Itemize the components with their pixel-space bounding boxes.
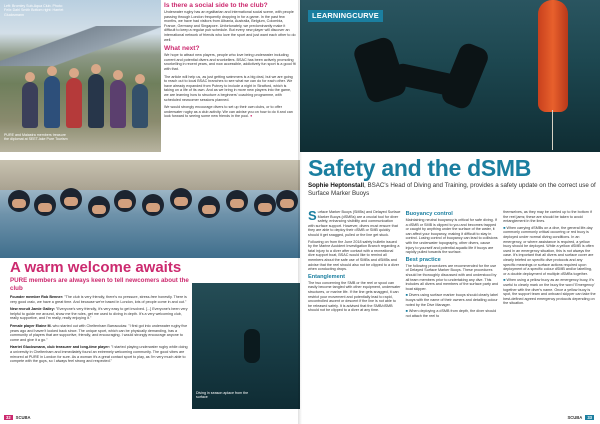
magazine-name: SCUBA (567, 415, 583, 420)
paragraph: The following procedures are recommended for the use of Delayed Surface Marker Buoys. These procedures should be thoroughly discussed with and understood by all team members prior to undertaking any dive. This includes all divers and members of the surface party and boat skipper. (405, 263, 499, 291)
bullet-icon: ■ (405, 309, 409, 314)
sidebar-body-next-3-text: We would strongly encourage divers to set up their own clubs, or to offer underwater rugby as a club activity. We can advise you on how to do it and can look forward to seeing some new friends in the pool. (164, 105, 293, 119)
underwater-photo (300, 0, 600, 152)
subheading-entanglement: Entanglement (308, 273, 345, 280)
drop-cap: S (308, 208, 317, 223)
quote-founder (10, 295, 190, 304)
article-dek (308, 182, 596, 198)
sidebar-body-social: Underwater rugby has an egalitarian and international social scene, with people passing through London frequently dropping in for a game. In the past few months, we have had visitors from Albania, Australia, Belgium, Colombia, France, Germany and Singapore. Unfortunately, we predominantly make it difficult to keep a regular pub schedule. But every new player will discover an international network of friends who love the sport and just want each other to do well. (164, 10, 296, 42)
quote-name: New recruit Jamie Gailey: (10, 307, 55, 312)
bullet-text: When using a yellow buoy as an emergency buoy, it's useful to clearly mark on the buoy the word 'Emergency' together with the diver's name. Once a yellow buoy is spot, the support team and onboard skipper can take the best-defined agreed emergency protocols depending on the situation. (503, 278, 596, 306)
bullet-icon: ■ (503, 278, 507, 283)
diver-photo (192, 283, 300, 409)
bullet-item (406, 309, 499, 318)
bullet-icon: ■ (405, 293, 409, 298)
magazine-name: SCUBA (15, 415, 31, 420)
page-number: 33 (587, 415, 592, 420)
sidebar-heading-next: What next? (164, 45, 200, 53)
author-name: Sophie Heptonstall (308, 182, 365, 189)
page-gutter (298, 0, 302, 424)
bullet-icon: ■ (503, 225, 507, 230)
welcome-subtitle: PURE members are always keen to tell newcomers about the club (10, 277, 189, 292)
quote-treasurer (10, 345, 190, 363)
bullet-item (406, 293, 499, 307)
paragraph: Maintaining neutral buoyancy is critical for safe diving. If a dSMB or SMB is clipped to you and becomes trapped or caught by anything under the surface of the water, it can affect your buoyancy, making it difficult to stay in control. Losing control of buoyancy can lead to collisions with the underwater topography, other divers, cause injury to yourself and potential aquatic life if buoys are rapidly pulled towards the surface. (405, 218, 498, 255)
quote-name: Female player Elaine M. (10, 323, 52, 328)
sidebar-heading-social: Is there a social side to the club? (164, 2, 268, 9)
right-footer (567, 415, 594, 420)
article-column-1 (308, 210, 401, 320)
article-title: Safety and the dSMB (308, 155, 532, 181)
section-tag: LEARNINGCURVE (308, 10, 383, 22)
pool-photo (0, 160, 300, 258)
article-column-3 (503, 210, 596, 320)
group-photo-caption: PURE and Maiastra members treasure the diplomat at SEET-lake Pure Tourism (4, 133, 68, 142)
bullet-text: When carrying dSMBs on a dive, the general life-day commonly commonly critical occurring or red buoy is deployed under normal diving conditions. In an emergency, or where assistance is required, a yellow buoy should be deployed. While a yellow dSMB is often used in an emergency situation, this is not always the case. It's important that all divers and surface cover are clearly briefed on specific dive protocols and any specific meanings or surface actions required upon deployment of a specific colour dSMB and/or labelling, or a double deployment of multiple dSMBs together. (503, 225, 594, 276)
quote-female-player (10, 324, 190, 342)
intro-paragraph (308, 210, 401, 238)
article-columns (308, 210, 596, 320)
dsmb-buoy (538, 0, 568, 112)
sidebar-body-next-1: We hope to attract new players, people who love being underwater including current and potential divers and snorkellers. BSAC has been actively promoting snorkelling in recent years, and now accessible, addictively fun sport is a good fit with that. (164, 53, 296, 71)
quote-text: "The club is very friendly, there's no pressure, stress-free honestly. There is very good craic, we have a great time. And because we're based in London, lots of people come in and out." (10, 295, 187, 304)
sidebar-body-next-2: The article will help us, as just getting swimmers is a big deal, but we are going to reach out to local BSAC branches to see what we can do for each other. We have already expanded from Putney to include a night in Stratford, which is taking on a life of its own. And as we bring in more new players into the game, we are learning how to structure a beginners' coaching programme, with scheduled newcomer sessions planned. (164, 74, 293, 102)
paragraph: Following on from the June 2018 safety bulletin issued by the Marine Accident Investigation Branch regarding a fatal injury to a diver after contact with a recreational dive support boat, BSAC would like to remind all members about the safe use of SMBs and dSMBs and advise that the reel should also not be clipped to a diver when conducting drops. (308, 239, 400, 272)
bullet-text: When deploying a dSMB from depth, the diver should not attach the reel to (405, 309, 497, 318)
quote-text: "I started playing underwater rugby while doing a university in Cheltenham and immediately found an extremely welcoming community. The good vibes are mirrored at PURE in London for sure. As a woman it's a great contact sport to play, as I'm very much able to compete with the guys, so I always feel strong and respected." (10, 345, 188, 364)
page-number: 32 (6, 415, 11, 420)
left-footer (4, 415, 31, 420)
right-page (300, 0, 600, 424)
quote-new-recruit (10, 307, 190, 321)
bullet-item (503, 226, 596, 277)
article-column-2 (406, 210, 499, 320)
end-mark-icon: ● (250, 114, 253, 119)
paragraph: The two concerning the SMB or the reel or spool can easily become tangled with other equipment, underwater structures, or marine life. If the line gets snagged, it can restrict your movement and potentially lead to rapid, uncontrolled ascent or descent if the line is not able to be released safely. It is advised that the SMB/dSMB should not be clipped to a diver at any time. (308, 280, 401, 313)
bullet-item (503, 278, 596, 306)
dek-text: , BSAC's Head of Diving and Training, provides a safety update on the correct use of Surface Marker Buoys (308, 182, 596, 197)
subheading-buoyancy: Buoyancy control (405, 211, 453, 217)
subheading-best-practice: Best practice (405, 256, 441, 263)
intro-text: urface Marker Buoys (SMBs) and Delayed Surface Marker Buoys (dSMBs) are a crucial tool for diver safety, enhancing visibility and communication with surface support. However, divers must ensure that they are able to deploy their dSMB or SMB quickly should it get snagged, pulled or the line get stuck. (308, 210, 401, 237)
bullet-text: Divers using surface marker buoys should clearly label buoys with the name of their owners and detailing colour noted by the Dive Manager. (405, 293, 499, 307)
sidebar-body-next-3 (164, 105, 296, 119)
paragraph: themselves, as they may be carried up to the bottom if the reel jams; these are should be taken to avoid entanglement in the lines. (503, 210, 592, 224)
photo-credit: Left: Bromley Sub-Aqua Club. Photo: Felix Dahl Smith Bottom right: Harriet Glucksmann (4, 4, 64, 17)
quote-name: Harriet Glucksmann, club treasurer and long-time player: (10, 345, 111, 350)
welcome-title: A warm welcome awaits (10, 259, 182, 276)
sidebar (164, 2, 296, 122)
quote-text: "Everyone's very friendly, it's very easy to get involved. [...] Everyone's been very helpful to guide me around, show me the rules, get me used to diving in depth. It's a very welcoming club, really supportive, and I'm really, really enjoying it." (10, 307, 188, 321)
quote-text: who started out with Cheltenham Barracudas: "I first got into underwater rugby five years ago and haven't looked back since. The unique sport, which can be physically demanding, has a community of players that are supportive, friendly, and encouraging. I would strongly encourage anyone to come and give it a go." (10, 323, 188, 342)
diver-photo-caption: Diving in season aplace from the surface (196, 391, 249, 400)
quote-name: Founder member Rob Benner: (10, 295, 64, 299)
group-photo (0, 0, 161, 152)
